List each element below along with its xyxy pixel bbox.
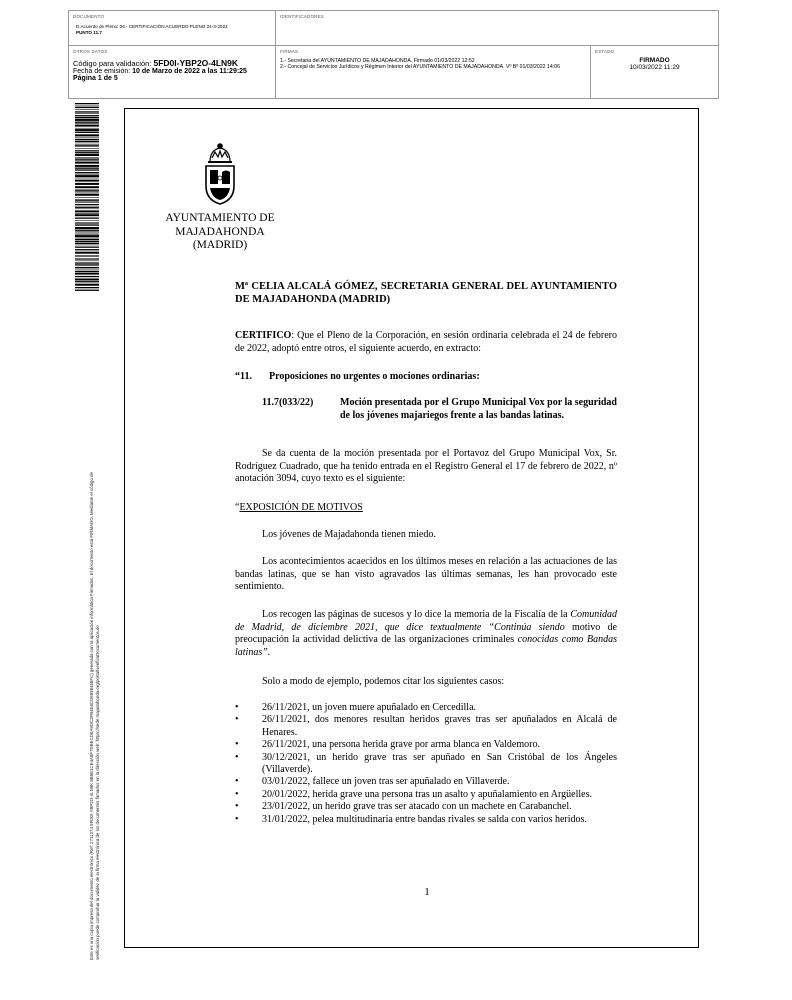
pagina-indicator: Página 1 de 5 <box>73 75 118 82</box>
fiscalia-quote-d: conocidas como Bandas latinas”. <box>235 634 617 658</box>
paragraph-fiscalia <box>235 609 617 659</box>
bullet-icon: • <box>235 751 239 763</box>
certifico-text: : Que el Pleno de la Corporación, en sesión ordinaria celebrada el 24 de febrero de 2022, adoptó entre otros, el siguiente acuerdo, en extracto: <box>235 330 617 354</box>
page-number: 1 <box>424 886 430 898</box>
documento-text-line1: D.Acuerdo de Pleno: 06.- CERTIFICACIÓN ACUERDO PLENO 24-3-2022 <box>76 24 228 29</box>
certifico-paragraph <box>235 330 617 355</box>
agenda-point-number: “11. <box>235 371 252 382</box>
ayuntamiento-line2: MAJADAHONDA <box>175 225 265 238</box>
documento-text-line2: PUNTO 11.7 <box>76 30 102 35</box>
fiscalia-text-c: motivo de preocupación la actividad delictiva de las organizaciones criminales <box>235 621 617 646</box>
list-item <box>235 801 617 813</box>
case-text: 26/11/2021, dos menores resultan heridos graves tras ser apuñalados en Alcalá de Henares. <box>262 714 617 738</box>
agenda-point <box>235 371 617 384</box>
ayuntamiento-line1: AYUNTAMIENTO DE <box>165 212 275 224</box>
otros-datos-label: OTROS DATOS <box>73 49 108 54</box>
verification-legend-line1: Este es una copia impresa del documento electrónico (Ref: 2711274 5FD0I-YBP2O-4LN9K 8B5E1CE4A8F7DBECD0A9DC3FB4E8CD8598455FC) generada con la aplicación informática Firmadoc. El documento está FIRMADO. Mediante el código de <box>89 471 94 960</box>
case-text: 30/12/2021, un herido grave tras ser apuñado en San Cristóbal de los Ángeles (Villaverde). <box>262 751 617 776</box>
fecha-emision <box>73 68 271 75</box>
bullet-icon: • <box>235 702 239 713</box>
case-text: 26/11/2021, un joven muere apuñalado en Cercedilla. <box>262 702 477 713</box>
exposicion-quote: “ <box>235 502 240 513</box>
barcode-icon <box>75 103 99 291</box>
ayuntamiento-heading <box>150 212 290 253</box>
documento-text <box>76 24 271 36</box>
signer-heading: Mª CELIA ALCALÁ GÓMEZ, SECRETARIA GENERAL DEL AYUNTAMIENTO DE MAJADAHONDA (MADRID) <box>235 281 617 305</box>
firma-1: 1.- Secretaria del AYUNTAMIENTO DE MAJADAHONDA. Firmado 01/03/2022 12:52 <box>280 58 475 64</box>
bullet-icon: • <box>235 788 239 800</box>
codigo-label: Código para validación: <box>73 59 152 68</box>
estado-value: FIRMADO <box>639 57 670 64</box>
case-text: 20/01/2022, herida grave una persona tras un asalto y apuñalamiento en Argüelles. <box>262 788 592 800</box>
firmas-cell <box>276 46 591 98</box>
motion-title: Moción presentada por el Grupo Municipal Vox por la seguridad de los jóvenes majariegos frente a las bandas latinas. <box>340 397 617 421</box>
case-text: 31/01/2022, pelea multitudinaria entre bandas rivales se salda con varios heridos. <box>262 813 587 825</box>
documento-label: DOCUMENTO <box>73 14 105 19</box>
fiscalia-text-a: Los recogen las páginas de sucesos y lo dice la memoria de la Fiscalía de la <box>262 609 571 620</box>
case-text: 23/01/2022, un herido grave tras ser atacado con un machete en Carabanchel. <box>262 801 572 813</box>
list-item <box>235 789 617 801</box>
coat-of-arms-icon <box>198 142 242 206</box>
bullet-icon: • <box>235 739 239 751</box>
bullet-icon: • <box>235 776 239 788</box>
case-text: 26/11/2021, una persona herida grave por arma blanca en Valdemoro. <box>262 739 540 751</box>
firmas-label: FIRMAS <box>280 49 299 54</box>
fiscalia-quote-b: Comunidad de Madrid, de diciembre 2021, que dice textualmente “Continúa siendo <box>235 609 617 633</box>
codigo-validacion <box>73 58 271 68</box>
otros-datos-cell <box>69 46 276 98</box>
documento-cell <box>69 11 276 46</box>
case-text: 03/01/2022, fallece un joven tras ser apuñalado en Villaverde. <box>262 776 510 788</box>
list-item <box>235 739 617 751</box>
fecha-value: 10 de Marzo de 2022 a las 11:29:25 <box>132 68 247 75</box>
estado-label: ESTADO <box>595 49 615 54</box>
certifico-label: CERTIFICO <box>235 330 292 341</box>
exposicion-title: EXPOSICIÓN DE MOTIVOS <box>239 502 363 513</box>
verification-legend-line2: verificación puede comprobar la validez de la firma electrónica de los documentos firmados en la dirección web: https://sede.majadahonda.org/portal/verificaDocumentos.do <box>94 625 100 960</box>
paragraph-cuenta: Se da cuenta de la moción presentada por el Portavoz del Grupo Municipal Vox, Sr. Rodríguez Cuadrado, que ha tenido entrada en el Registro General el 17 de febrero de 2022, nº anotación 3094, cuyo texto es el siguiente: <box>235 448 617 485</box>
bullet-icon: • <box>235 801 239 813</box>
bullet-icon: • <box>235 714 239 726</box>
bullet-icon: • <box>235 813 239 825</box>
firma-2: 2.- Concejal de Servicios Jurídicos y Régimen Interior del AYUNTAMIENTO DE MAJADAHONDA. Vº Bº 01/03/2022 14:06 <box>280 64 560 71</box>
exposicion-heading <box>235 502 617 515</box>
list-item <box>235 776 617 788</box>
list-item <box>235 814 617 826</box>
firmas-list <box>280 58 586 70</box>
paragraph-acontecimientos: Los acontecimientos acaecidos en los últimos meses en relación a las actuaciones de las bandas latinas, que se han visto agravados las últimas semanas, les han provocado este sentimiento. <box>235 556 617 593</box>
list-item <box>235 714 617 739</box>
identificadores-cell <box>276 11 718 46</box>
codigo-value: 5FD0I-YBP2O-4LN9K <box>153 58 239 68</box>
ayuntamiento-line3: (MADRID) <box>192 239 248 251</box>
identificadores-label: IDENTIFICADORES <box>280 14 325 19</box>
document-header-box <box>68 10 719 99</box>
list-item <box>235 752 617 777</box>
motion-heading <box>262 397 617 422</box>
estado-date: 10/03/2022 11:29 <box>629 64 680 71</box>
list-item <box>235 702 617 714</box>
verification-legend <box>89 300 100 960</box>
agenda-point-title: Proposiciones no urgentes o mociones ordinarias: <box>269 371 480 382</box>
paragraph-ejemplo: Solo a modo de ejemplo, podemos citar los siguientes casos: <box>262 676 505 687</box>
estado-cell <box>591 46 718 98</box>
paragraph-miedo: Los jóvenes de Majadahonda tienen miedo. <box>262 529 436 540</box>
motion-number: 11.7(033/22) <box>262 397 314 408</box>
fecha-label: Fecha de emisión: <box>73 68 131 75</box>
cases-list <box>235 702 617 826</box>
